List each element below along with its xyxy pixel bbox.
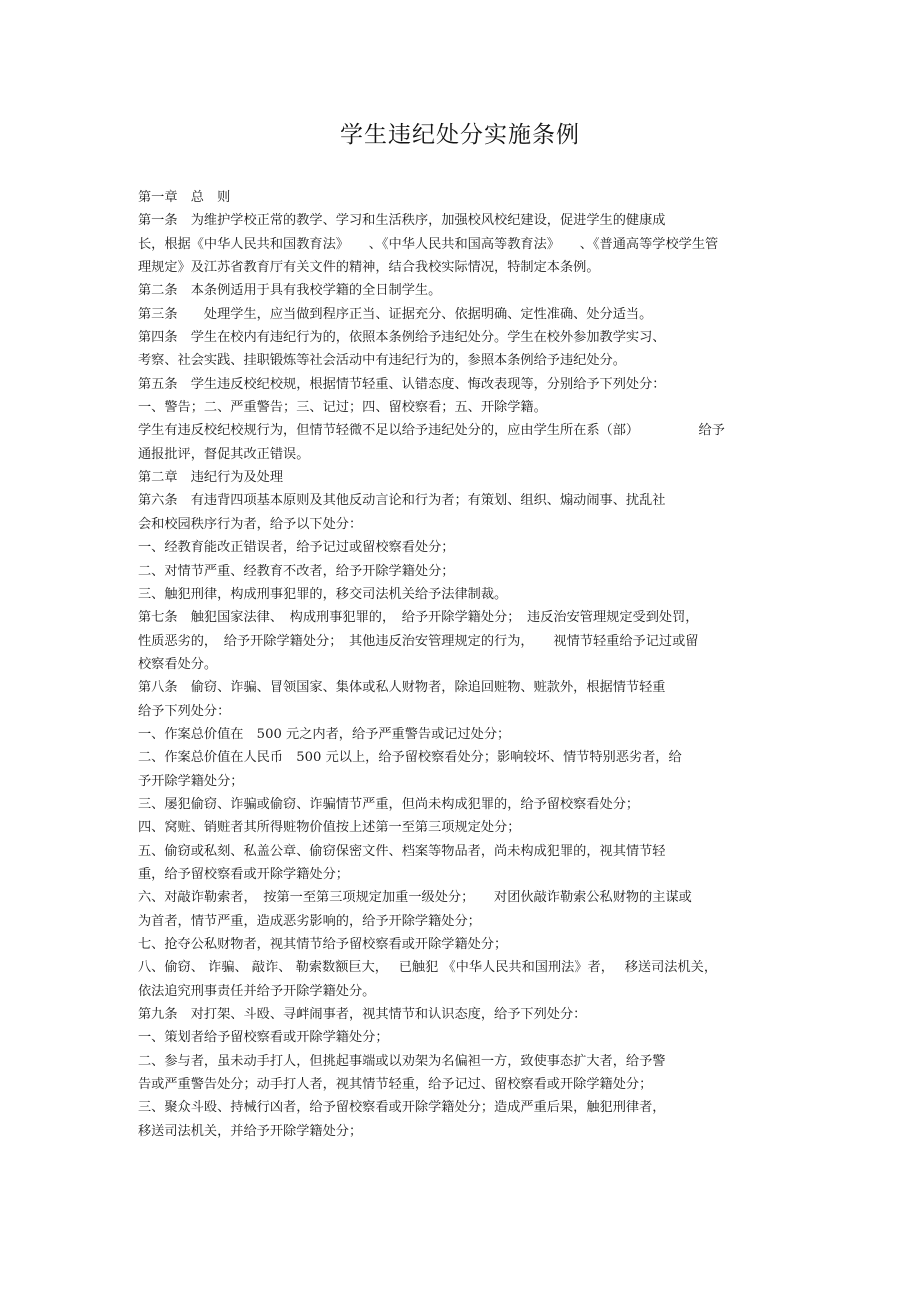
text-line: 一、经教育能改正错误者，给予记过或留校察看处分； (138, 540, 455, 556)
text-line: 考察、社会实践、挂职锻炼等社会活动中有违纪行为的，参照本条例给予违纪处分。 (138, 353, 626, 369)
text-line: 二、作案总价值在人民币 500 元以上，给予留校察看处分；影响较坏、情节特别恶劣者，给 (138, 750, 682, 766)
text-line: 第六条 有违背四项基本原则及其他反动言论和行为者；有策划、组织、煽动闹事、扰乱社 (138, 493, 666, 509)
text-line: 七、抢夺公私财物者，视其情节给予留校察看或开除学籍处分； (138, 937, 508, 952)
text-line: 给予下列处分： (138, 703, 231, 719)
text-line: 第二条 本条例适用于具有我校学籍的全日制学生。 (138, 283, 442, 299)
text-line: 第一条 为维护学校正常的教学、学习和生活秩序，加强校风校纪建设，促进学生的健康成 (138, 213, 666, 229)
text-line: 五、偷窃或私刻、私盖公章、偷窃保密文件、档案等物品者，尚未构成犯罪的，视其情节轻 (138, 843, 666, 859)
text-line: 性质恶劣的， 给予开除学籍处分； 其他违反治安管理规定的行为， 视情节轻重给予记过或留 (138, 633, 699, 649)
text-line: 二、参与者，虽未动手打人，但挑起事端或以劝架为名偏袒一方，致使事态扩大者，给予警 (138, 1053, 666, 1069)
text-line: 第七条 触犯国家法律、 构成刑事犯罪的， 给予开除学籍处分； 违反治安管理规定受到处罚， (138, 610, 699, 626)
text-line: 第八条 偷窃、诈骗、冒领国家、集体或私人财物者，除追回赃物、赃款外，根据情节轻重 (138, 680, 666, 696)
text-line: 予开除学籍处分； (138, 773, 244, 789)
text-line: 第四条 学生在校内有违纪行为的，依照本条例给予违纪处分。学生在校外参加教学实习、 (138, 330, 666, 346)
text-line: 第九条 对打架、斗殴、寻衅闹事者，视其情节和认识态度，给予下列处分： (138, 1007, 587, 1023)
text-line: 三、触犯刑律，构成刑事犯罪的，移交司法机关给予法律制裁。 (138, 586, 508, 602)
text-line: 三、聚众斗殴、持械行凶者，给予留校察看或开除学籍处分；造成严重后果，触犯刑律者， (138, 1100, 666, 1116)
text-line: 第二章 违纪行为及处理 (138, 470, 284, 486)
text-line: 通报批评，督促其改正错误。 (138, 446, 310, 462)
text-line: 二、对情节严重、经教育不改者，给予开除学籍处分； (138, 563, 455, 579)
text-line: 三、屡犯偷窃、诈骗或偷窃、诈骗情节严重，但尚未构成犯罪的，给予留校察看处分； (138, 796, 640, 812)
document-body (138, 186, 788, 1143)
text-line: 第三条 处理学生，应当做到程序正当、证据充分、依据明确、定性准确、处分适当。 (138, 306, 653, 322)
text-line: 为首者，情节严重，造成恶劣影响的，给予开除学籍处分； (138, 913, 481, 929)
text-line: 四、窝赃、销赃者其所得赃物价值按上述第一至第三项规定处分； (138, 820, 521, 836)
text-line: 理规定》及江苏省教育厅有关文件的精神，结合我校实际情况，特制定本条例。 (138, 260, 600, 276)
text-line: 八、偷窃、 诈骗、 敲诈、 勒索数额巨大， 已触犯 《中华人民共和国刑法》者， 移送司法机关， (138, 960, 718, 976)
text-line: 校察看处分。 (138, 656, 218, 672)
text-line: 六、对敲诈勒索者， 按第一至第三项规定加重一级处分； 对团伙敲诈勒索公私财物的主谋或 (138, 890, 692, 906)
text-line: 移送司法机关，并给予开除学籍处分； (138, 1123, 363, 1139)
text-line: 依法追究刑事责任并给予开除学籍处分。 (138, 983, 376, 999)
text-line: 一、警告；二、严重警告；三、记过；四、留校察看；五、开除学籍。 (138, 400, 547, 416)
text-line: 告或严重警告处分；动手打人者，视其情节轻重，给予记过、留校察看或开除学籍处分； (138, 1077, 653, 1093)
text-line: 长，根据《中华人民共和国教育法》 、《中华人民共和国高等教育法》 、《普通高等学校学生管 (138, 236, 719, 252)
text-line: 学生有违反校纪校规行为，但情节轻微不足以给予违纪处分的，应由学生所在系（部） 给予 (138, 423, 725, 439)
text-line: 会和校园秩序行为者，给予以下处分： (138, 516, 363, 532)
text-line: 第五条 学生违反校纪校规，根据情节轻重、认错态度、悔改表现等，分别给予下列处分： (138, 376, 666, 392)
text-line: 一、策划者给予留校察看或开除学籍处分； (138, 1030, 389, 1046)
text-line: 一、作案总价值在 500 元之内者，给予严重警告或记过处分； (138, 726, 511, 742)
text-line: 第一章 总 则 (138, 190, 231, 205)
text-line: 重，给予留校察看或开除学籍处分； (138, 866, 349, 882)
document-title: 学生违纪处分实施条例 (340, 122, 580, 148)
